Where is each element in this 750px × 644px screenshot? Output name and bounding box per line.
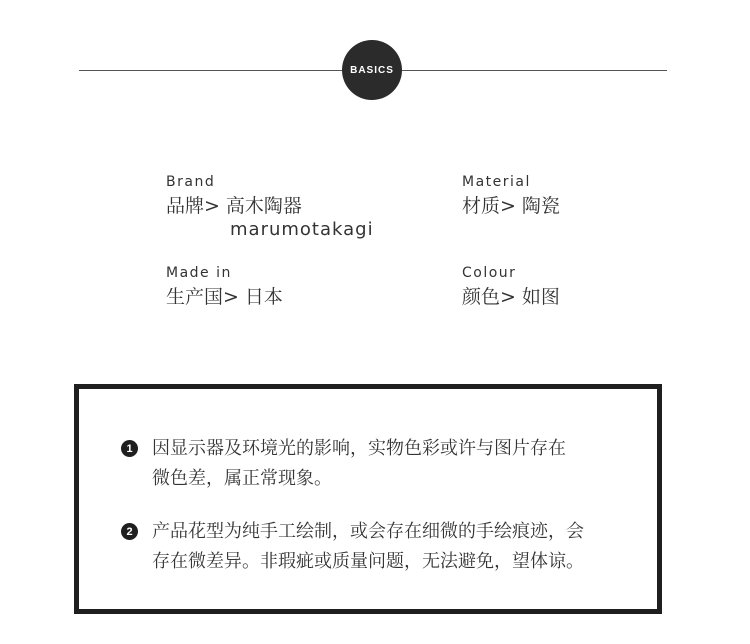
spec-material <box>462 173 560 218</box>
spec-brand-label: Brand <box>166 174 216 190</box>
notice-item-2 <box>121 517 584 577</box>
spec-made-in-key: 生产国> <box>166 286 239 308</box>
notice-item-1-line-1: 因显示器及环境光的影响，实物色彩或许与图片存在 <box>152 438 566 459</box>
basics-badge <box>342 40 402 100</box>
notice-item-2-line-2: 存在微差异。非瑕疵或质量问题，无法避免，望体谅。 <box>152 551 584 572</box>
spec-colour <box>462 264 560 309</box>
spec-made-in-label: Made in <box>166 265 232 281</box>
spec-brand-key: 品牌> <box>166 195 220 217</box>
spec-made-in <box>166 264 283 309</box>
spec-brand-value: 高木陶器 <box>225 195 302 217</box>
notice-number-1: 1 <box>121 440 138 457</box>
notice-number-2: 2 <box>121 523 138 540</box>
spec-brand-value-latin: marumotakagi <box>230 219 374 240</box>
notice-item-1 <box>121 434 566 494</box>
spec-made-in-value: 日本 <box>244 286 283 308</box>
spec-colour-label: Colour <box>462 265 517 281</box>
notice-item-2-line-1: 产品花型为纯手工绘制，或会存在细微的手绘痕迹，会 <box>152 521 584 542</box>
spec-colour-key: 颜色> <box>462 286 516 308</box>
notice-box <box>74 384 662 614</box>
spec-colour-value: 如图 <box>521 286 560 308</box>
spec-material-key: 材质> <box>462 195 516 217</box>
spec-material-value: 陶瓷 <box>521 195 560 217</box>
spec-material-label: Material <box>462 174 531 190</box>
notice-item-1-line-2: 微色差，属正常现象。 <box>152 468 332 489</box>
basics-badge-label: BASICS <box>350 64 394 76</box>
spec-brand <box>166 173 374 242</box>
